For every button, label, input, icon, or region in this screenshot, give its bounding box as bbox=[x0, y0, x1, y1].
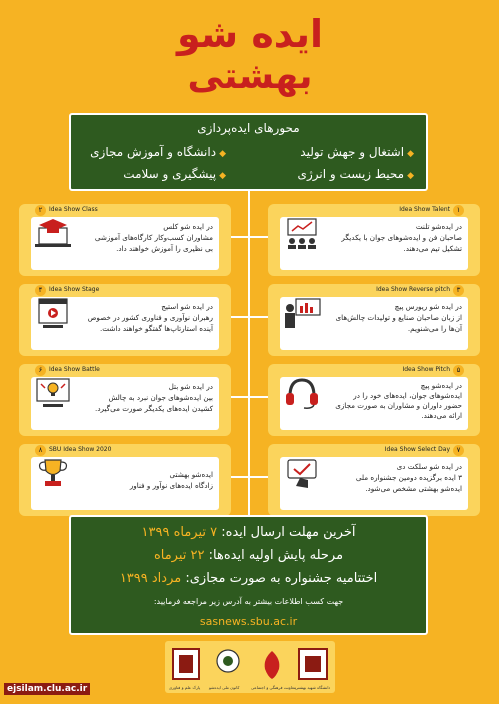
card-idea-show-talent bbox=[268, 204, 480, 276]
science-park-logo bbox=[171, 647, 201, 687]
card-text: در ایده شو ریورس پیچ از زبان صاحبان صنایع و تولیدات چالش‌های آن‌ها را می‌شنویم. bbox=[335, 302, 462, 333]
topic-item: ◆دانشگاه و آموزش مجازی bbox=[90, 145, 226, 159]
deadlines-box bbox=[69, 515, 428, 635]
card-text: در ایده شو استیج رهبران نوآوری و فناوری کشور در خصوص آینده استارتاپ‌ها گفتگو خواهند داشت. bbox=[87, 302, 213, 333]
stage-screen-icon bbox=[33, 296, 73, 330]
more-info-text: جهت کسب اطلاعات بیشتر به آدرس زیر مراجعه فرمایید: bbox=[153, 597, 344, 606]
select-hand-icon bbox=[282, 456, 322, 490]
iran-emblem-logo bbox=[257, 647, 287, 687]
topics-title: محورهای ایده‌پردازی bbox=[197, 121, 300, 135]
trophy-icon bbox=[33, 456, 73, 490]
website-link[interactable]: sasnews.sbu.ac.ir bbox=[199, 615, 298, 628]
card-title: Idea Show Class bbox=[49, 206, 98, 213]
card-text: در ایده شو کلس مشاوران کسب‌وکار کارگاه‌های آموزشی بی نظیری را آموزش خواهند داد. bbox=[94, 222, 213, 253]
deadline-closing: اختتامیه جشنواره به صورت مجازی: مرداد ۱۳۹۹ bbox=[119, 571, 378, 586]
card-title: Idea Show Select Day bbox=[384, 446, 450, 453]
deadline-submission: آخرین مهلت ارسال ایده: ۷ تیرماه ۱۳۹۹ bbox=[141, 525, 356, 540]
logo-label: کانون ملی ایده‌شو bbox=[209, 685, 240, 690]
card-idea-show-reverse-pitch bbox=[268, 284, 480, 356]
card-idea-show-pitch bbox=[268, 364, 480, 436]
sbu-university-logo bbox=[297, 647, 329, 687]
sponsor-logos bbox=[165, 641, 335, 693]
graduation-cap-laptop-icon bbox=[33, 216, 73, 250]
diamond-bullet-icon: ◆ bbox=[407, 149, 414, 159]
card-idea-show-battle bbox=[19, 364, 231, 436]
diamond-bullet-icon: ◆ bbox=[407, 171, 414, 181]
card-title: Idea Show Talent bbox=[399, 206, 450, 213]
card-title: Idea Show Reverse pitch bbox=[376, 286, 450, 293]
presenter-board-icon bbox=[282, 296, 322, 330]
topic-item: ◆محیط زیست و انرژی bbox=[297, 167, 414, 181]
topic-item: ◆اشتغال و جهش تولید bbox=[300, 145, 414, 159]
card-title: Idea Show Battle bbox=[49, 366, 100, 373]
card-title: SBU Idea Show 2020 bbox=[49, 446, 112, 453]
card-title: Idea Show Stage bbox=[49, 286, 100, 293]
card-text: در ایده‌شو تلنت صاحبان فن و ایده‌شوهای جوان با یکدیگر تشکیل تیم می‌دهند. bbox=[341, 222, 462, 253]
card-idea-show-select-day bbox=[268, 444, 480, 516]
card-number: ۲ bbox=[35, 205, 46, 216]
card-text: در ایده شو بتل بین ایده‌شوهای جوان نبرد به چالش کشیدن ایده‌های یکدیگر صورت می‌گیرد. bbox=[95, 382, 213, 413]
deadline-screening: مرحله پایش اولیه ایده‌ها: ۲۲ تیرماه bbox=[153, 548, 344, 563]
card-sbu-idea-show-2020 bbox=[19, 444, 231, 516]
topics-box bbox=[69, 113, 428, 191]
card-number: ۷ bbox=[453, 445, 464, 456]
idea-battle-icon bbox=[33, 376, 73, 410]
card-title: Idea Show Pitch bbox=[402, 366, 450, 373]
card-number: ۵ bbox=[453, 365, 464, 376]
card-number: ۱ bbox=[453, 205, 464, 216]
diamond-bullet-icon: ◆ bbox=[219, 149, 226, 159]
card-number: ۴ bbox=[35, 285, 46, 296]
center-connector-line bbox=[248, 191, 250, 515]
headset-icon bbox=[282, 376, 322, 410]
watermark-site: ejsilam.clu.ac.ir bbox=[4, 683, 90, 695]
logo-line-1: ایده شو bbox=[176, 12, 324, 56]
idea-show-center-logo bbox=[211, 647, 245, 687]
card-text: در ایده شو سلکت دی ۳ ایده برگزیده دومین جشنواره ملی ایده‌شو بهشتی مشخص می‌شود. bbox=[355, 462, 462, 493]
card-text: ایده‌شو بهشتی زادگاه ایده‌های نوآور و فناور bbox=[129, 470, 213, 490]
card-idea-show-stage bbox=[19, 284, 231, 356]
diamond-bullet-icon: ◆ bbox=[219, 171, 226, 181]
card-number: ۸ bbox=[35, 445, 46, 456]
logo-label: معاونت فرهنگی و اجتماعی bbox=[251, 685, 297, 690]
logo-line-2: بهشتی bbox=[187, 56, 313, 97]
idea-show-logo bbox=[170, 12, 330, 108]
team-presentation-icon bbox=[282, 216, 322, 250]
logo-label: پارک علم و فناوری bbox=[169, 685, 201, 690]
topic-item: ◆پیشگیری و سلامت bbox=[123, 167, 226, 181]
card-number: ۶ bbox=[35, 365, 46, 376]
card-text: در ایده‌شو پیچ ایده‌شوهای جوان، ایده‌های خود را در حضور داوران و مشاوران به صورت مجازی ارائه می‌دهند. bbox=[335, 381, 462, 420]
logo-label: دانشگاه شهید بهشتی bbox=[295, 685, 331, 690]
card-idea-show-class bbox=[19, 204, 231, 276]
card-number: ۳ bbox=[453, 285, 464, 296]
